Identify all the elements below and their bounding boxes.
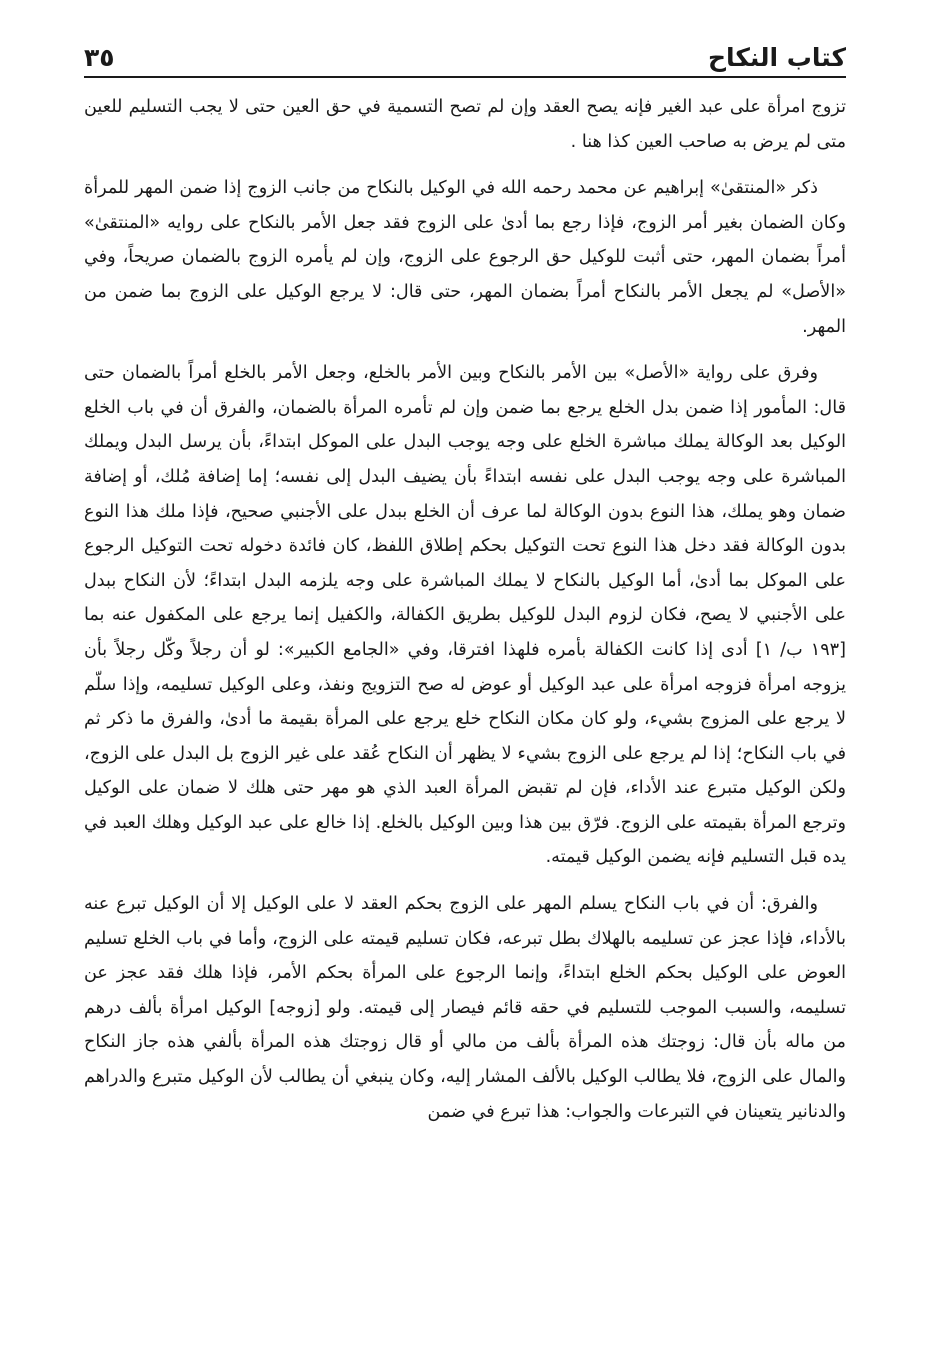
paragraph-3: وفرق على رواية «الأصل» بين الأمر بالنكاح وبين الأمر بالخلع، وجعل الأمر بالخلع أمراً بالضمان حتى قال: المأمور إذا ضمن بدل الخلع يرجع بما ضمن وإن لم تأمره المرأة بالضمان، والفرق أن في باب الخلع الوكيل بعد الوكالة يملك مباشرة الخلع على وجه يوجب البدل على الموكل ابتداءً، بأن يرسل البدل ويملك المباشرة على وجه يوجب البدل على نفسه ابتداءً بأن يضيف البدل إلى نفسه؛ إما إضافة مُلك، أو إضافة ضمان وهو يملك، هذا النوع بدون الوكالة لما عرف أن الخلع ببدل على الأجنبي صحيح، فإذا ملك هذا النوع بدون الوكالة فقد دخل هذا النوع تحت التوكيل بحكم إطلاق اللفظ، كان فائدة دخوله تحت التوكيل الرجوع على الموكل بما أدىٰ، أما الوكيل بالنكاح لا يملك المباشرة على وجه يلزمه البدل ابتداءً؛ لأن النكاح ببدل على الأجنبي لا يصح، فكان لزوم البدل للوكيل بطريق الكفالة، والكفيل إنما يرجع على المكفول عنه بما [١٩٣ ب/ ١] أدى إذا كانت الكفالة بأمره فلهذا افترقا، وفي «الجامع الكبير»: لو أن رجلاً وكّل رجلاً بأن يزوجه امرأة فزوجه امرأة على عبد الوكيل أو عوض له صح التزويج ونفذ، وعلى الوكيل تسليمه، وإذا سلّم لا يرجع على المزوج بشيء، ولو كان مكان النكاح خلع يرجع على المرأة بقيمة ما أدىٰ، والفرق ما ذكر ثم في باب النكاح؛ إذا لم يرجع على الزوج بشيء لا يظهر أن النكاح عُقد على غير الزوج بل البدل على الزوج، ولكن الوكيل متبرع عند الأداء، فإن لم تقبض المرأة العبد الذي هو مهر حتى هلك لا ضمان على الوكيل وترجع المرأة بقيمته على الزوج. فرّق بين هذا وبين الوكيل بالخلع. إذا خالع على عبد الوكيل وهلك العبد في يده قبل التسليم فإنه يضمن الوكيل قيمته. bbox=[84, 363, 846, 868]
paragraph-2: ذكر «المنتقىٰ» إبراهيم عن محمد رحمه الله في الوكيل بالنكاح من جانب الزوج إذا ضمن المهر للمرأة وكان الضمان بغير أمر الزوج، فإذا رجع بما أدىٰ على الزوج فقد جعل الأمر بالنكاح على روايه «المنتقىٰ» أمراً بضمان المهر، حتى أثبت للوكيل حق الرجوع على الزوج، وإن لم يأمره الزوج بالضمان صريحاً، وفي «الأصل» لم يجعل الأمر بالنكاح أمراً بضمان المهر، حتى قال: لا يرجع الوكيل على الزوج بما ضمن من المهر. bbox=[84, 178, 846, 337]
paragraph-1: تزوج امرأة على عبد الغير فإنه يصح العقد وإن لم تصح التسمية في حق العين حتى لا يجب التسليم للعين متى لم يرض به صاحب العين كذا هنا . bbox=[84, 97, 846, 152]
book-page bbox=[84, 28, 846, 1348]
body-text bbox=[84, 90, 846, 1129]
page-number: ٣٥ bbox=[84, 43, 115, 72]
chapter-title: كتاب النكاح bbox=[707, 43, 846, 72]
running-header bbox=[84, 28, 846, 74]
header-rule bbox=[84, 76, 846, 78]
paragraph-4: والفرق: أن في باب النكاح يسلم المهر على الزوج بحكم العقد لا على الوكيل إلا أن الوكيل تبرع عنه بالأداء، فإذا عجز عن تسليمه بالهلاك بطل تبرعه، فكان تسليم قيمته على الزوج، وأما في باب الخلع تسليم العوض على الوكيل بحكم الخلع ابتداءً، وإنما الرجوع على المرأة بحكم الأمر، فإذا هلك فقد عجز عن تسليمه، والسبب الموجب للتسليم في حقه قائم فيصار إلى قيمته. ولو [زوجه] الوكيل امرأة بألف درهم من ماله بأن قال: زوجتك هذه المرأة بألف من مالي أو قال زوجتك هذه المرأة بألفي هذه جاز النكاح والمال على الزوج، فلا يطالب الوكيل بالألف المشار إليه، وكان ينبغي أن يطالب لأن الوكيل متبرع والدراهم والدنانير يتعينان في التبرعات والجواب: هذا تبرع في ضمن bbox=[84, 894, 846, 1122]
